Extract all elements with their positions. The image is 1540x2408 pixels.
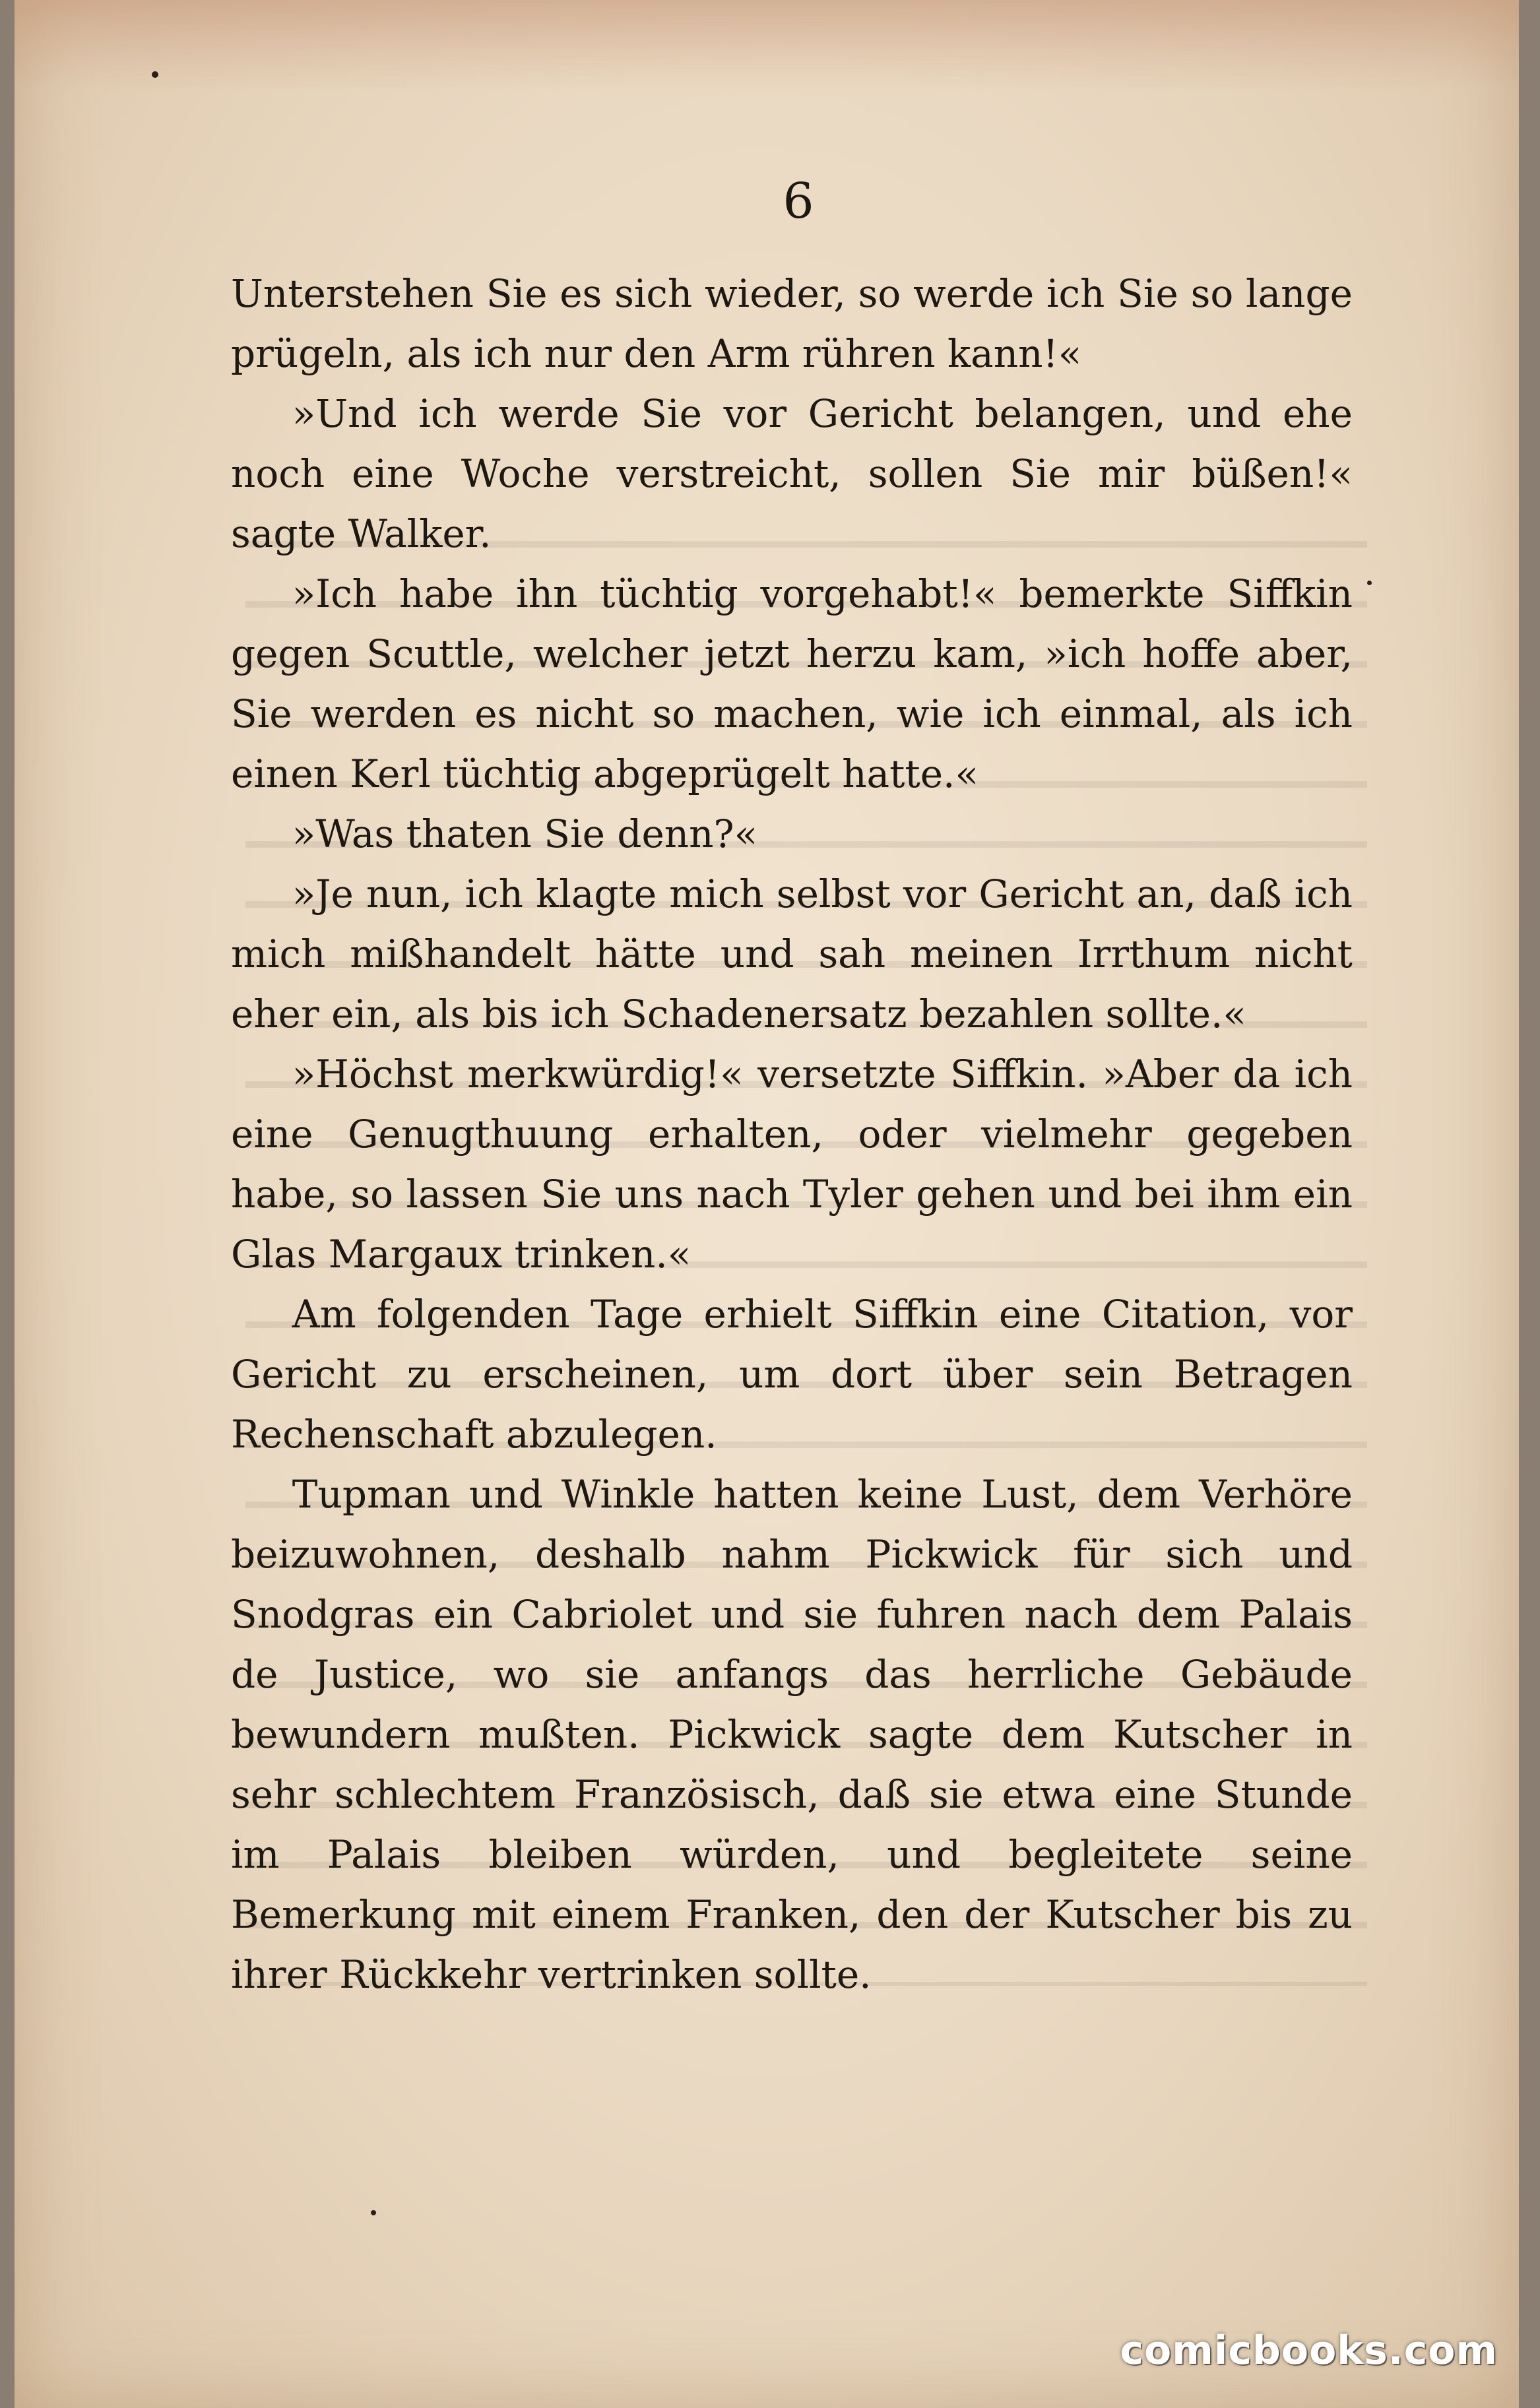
page-number: 6 (783, 173, 814, 230)
paragraph: »Und ich werde Sie vor Gericht belangen, und ehe noch eine Woche verstreicht, sollen Sie mir büßen!« sagte Walker. (231, 391, 1353, 556)
paragraph: »Je nun, ich klagte mich selbst vor Gericht an, daß ich mich mißhandelt hätte und sah meinen Irrthum nicht eher ein, als bis ich Schadenersatz bezahlen sollte.« (231, 871, 1353, 1036)
paragraph: »Ich habe ihn tüchtig vorgehabt!« bemerkte Siffkin gegen Scuttle, welcher jetzt herzu kam, »ich hoffe aber, Sie werden es nicht so machen, wie ich einmal, als ich einen Kerl tüchtig abgeprügelt hatte.« (231, 571, 1353, 796)
paragraph: »Höchst merkwürdig!« versetzte Siffkin. »Aber da ich eine Genugthuung erhalten, oder vielmehr gegeben habe, so lassen Sie uns nach Tyler gehen und bei ihm ein Glas Margaux trinken.« (231, 1052, 1353, 1277)
ink-speck (371, 2210, 376, 2215)
source-watermark: comicbooks.com (1120, 2328, 1498, 2374)
body-text (231, 264, 1353, 2005)
ink-speck (152, 71, 158, 78)
paragraph: Unterstehen Sie es sich wieder, so werde ich Sie so lange prügeln, als ich nur den Arm rühren kann!« (231, 271, 1353, 376)
page-stain (15, 0, 1519, 92)
paragraph: Tupman und Winkle hatten keine Lust, dem Verhöre beizuwohnen, deshalb nahm Pickwick für sich und Snodgras ein Cabriolet und sie fuhren nach dem Palais de Justice, wo sie anfangs das herrliche Gebäude bewundern mußten. Pickwick sagte dem Kutscher in sehr schlechtem Französisch, daß sie etwa eine Stunde im Palais bleiben würden, und begleitete seine Bemerkung mit einem Franken, den der Kutscher bis zu ihrer Rückkehr vertrinken sollte. (231, 1472, 1353, 1997)
ink-speck (1367, 581, 1372, 585)
paragraph: »Was thaten Sie denn?« (292, 811, 758, 856)
paragraph: Am folgenden Tage erhielt Siffkin eine Citation, vor Gericht zu erscheinen, um dort über sein Betragen Rechenschaft abzulegen. (231, 1292, 1353, 1457)
